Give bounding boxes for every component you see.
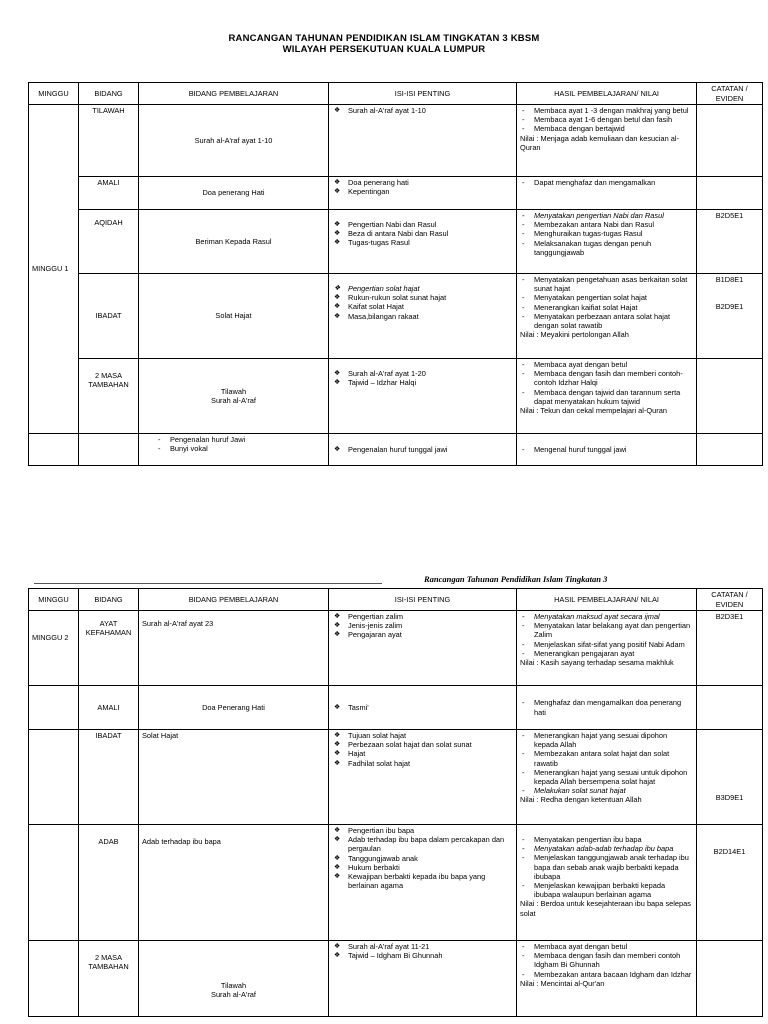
minggu-cell <box>29 686 79 730</box>
table-row <box>29 210 763 274</box>
document-title: RANCANGAN TAHUNAN PENDIDIKAN ISLAM TINGKATAN 3 KBSM <box>228 33 540 44</box>
list-item: - Membaca dengan bertajwid <box>520 124 693 133</box>
table-row <box>29 825 763 941</box>
header-bidang-pembelajaran: BIDANG PEMBELAJARAN <box>139 83 329 105</box>
list-item: - Menyatakan maksud ayat secara ijmal <box>520 612 693 621</box>
isi-cell <box>329 825 517 941</box>
pembelajaran-cell: Doa Penerang Hati <box>139 686 329 730</box>
catatan-cell <box>697 177 763 210</box>
list-item: ❖ Kewajipan berbakti kepada ibu bapa yang berlainan agama <box>332 872 513 890</box>
list-item: ❖ Pengertian solat hajat <box>332 284 513 293</box>
hasil-cell <box>517 274 697 359</box>
isi-cell <box>329 105 517 177</box>
list-item: - Menyatakan pengertian Nabi dan Rasul <box>520 211 693 220</box>
list-item: ❖ Pengertian Nabi dan Rasul <box>332 220 513 229</box>
table-row <box>29 686 763 730</box>
list-item: - Membaca ayat dengan betul <box>520 360 693 369</box>
catatan-cell <box>697 825 763 941</box>
table-row <box>29 105 763 177</box>
document-subtitle: WILAYAH PERSEKUTUAN KUALA LUMPUR <box>282 44 486 55</box>
pembelajaran-cell <box>139 434 329 466</box>
bidang-cell: AMALI <box>79 177 139 210</box>
isi-cell <box>329 730 517 825</box>
list-item: ❖ Surah al-A'raf ayat 1-10 <box>332 106 513 115</box>
list-item: ❖ Tugas-tugas Rasul <box>332 238 513 247</box>
page2-header <box>34 572 739 586</box>
page2-title: Rancangan Tahunan Pendidikan Islam Tingkatan 3 <box>424 574 608 584</box>
hasil-cell <box>517 434 697 466</box>
header-bidang: BIDANG <box>79 589 139 611</box>
hasil-cell <box>517 941 697 1017</box>
list-item: - Menghuraikan tugas-tugas Rasul <box>520 229 693 238</box>
list-item: - Menjelaskan sifat-sifat yang positif Nabi Adam <box>520 640 693 649</box>
list-item: ❖ Pengajaran ayat <box>332 630 513 639</box>
header-row <box>29 83 763 105</box>
nilai-text: Nilai : Meyakini pertolongan Allah <box>520 330 629 340</box>
bidang-cell: AYAT KEFAHAMAN <box>79 611 139 686</box>
bidang-cell: ADAB <box>79 825 139 941</box>
table-row <box>29 611 763 686</box>
bidang-cell <box>79 434 139 466</box>
pembelajaran-cell: Doa penerang Hati <box>139 177 329 210</box>
eviden-code: B2D9E1 <box>715 302 744 312</box>
list-item: - Mengenal huruf tunggal jawi <box>520 445 693 454</box>
list-item: - Membaca dengan tajwid dan tarannum serta dapat menyatakan hukum tajwid <box>520 388 693 406</box>
list-item: - Menerangkan hajat yang sesuai untuk dipohon kepada Allah bersempena solat hajat <box>520 768 693 786</box>
list-item: - Membezakan antara Nabi dan Rasul <box>520 220 693 229</box>
header-catatan: CATATAN / EVIDEN <box>697 83 763 105</box>
list-item: ❖ Hajat <box>332 749 513 758</box>
header-minggu: MINGGU <box>29 589 79 611</box>
week2-table <box>28 588 763 1017</box>
header-rule <box>34 583 382 584</box>
list-item: ❖ Kaifat solat Hajat <box>332 302 513 311</box>
list-item: ❖ Rukun-rukun solat sunat hajat <box>332 293 513 302</box>
list-item: - Pengenalan huruf Jawi <box>156 435 325 444</box>
isi-cell <box>329 941 517 1017</box>
minggu-cell <box>29 434 79 466</box>
minggu-cell <box>29 730 79 825</box>
list-item: - Membaca ayat 1 -3 dengan makhraj yang betul <box>520 106 693 115</box>
list-item: ❖ Pengertian zalim <box>332 612 513 621</box>
hasil-cell <box>517 210 697 274</box>
hasil-cell <box>517 611 697 686</box>
isi-cell <box>329 686 517 730</box>
catatan-cell <box>697 105 763 177</box>
list-item: - Menerangkan kaifiat solat Hajat <box>520 303 693 312</box>
pembelajaran-cell: Adab terhadap ibu bapa <box>139 825 329 941</box>
list-item: ❖ Jenis-jenis zalim <box>332 621 513 630</box>
list-item: ❖ Adab terhadap ibu bapa dalam percakapan dan pergaulan <box>332 835 513 853</box>
header-bidang-pembelajaran: BIDANG PEMBELAJARAN <box>139 589 329 611</box>
list-item: ❖ Tajwid – Idgham Bi Ghunnah <box>332 951 513 960</box>
list-item: - Bunyi vokal <box>156 444 325 453</box>
list-item: - Melaksanakan tugas dengan penuh tanggungjawab <box>520 239 693 257</box>
hasil-cell <box>517 359 697 434</box>
eviden-code: B2D5E1 <box>715 211 744 220</box>
list-item: ❖ Tujuan solat hajat <box>332 731 513 740</box>
list-item: - Menerangkan pengajaran ayat <box>520 649 693 658</box>
header-hasil: HASIL PEMBELAJARAN/ NILAI <box>517 589 697 611</box>
header-bidang: BIDANG <box>79 83 139 105</box>
list-item: ❖ Fadhilat solat hajat <box>332 759 513 768</box>
eviden-code: B2D14E1 <box>713 847 746 856</box>
list-item: ❖ Kepentingan <box>332 187 513 196</box>
list-item: - Melakukan solat sunat hajat <box>520 786 693 795</box>
isi-cell <box>329 611 517 686</box>
list-item: ❖ Pengenalan huruf tunggal jawi <box>332 445 513 454</box>
list-item: ❖ Perbezaan solat hajat dan solat sunat <box>332 740 513 749</box>
list-item: - Dapat menghafaz dan mengamalkan <box>520 178 693 187</box>
list-item: - Membaca dengan fasih dan memberi contoh-contoh Idzhar Halqi <box>520 369 693 387</box>
catatan-cell <box>697 210 763 274</box>
bidang-cell: IBADAT <box>79 274 139 359</box>
header-isi: ISI-ISI PENTING <box>329 83 517 105</box>
list-item: - Membaca dengan fasih dan memberi contoh Idgham Bi Ghunnah <box>520 951 693 969</box>
list-item: - Menyatakan perbezaan antara solat hajat dengan solat rawatib <box>520 312 693 330</box>
list-item: - Membezakan antara solat hajat dan solat rawatib <box>520 749 693 767</box>
isi-cell <box>329 177 517 210</box>
eviden-code: B3D9E1 <box>715 792 744 802</box>
minggu-cell: MINGGU 1 <box>29 105 79 434</box>
list-item: ❖ Doa penerang hati <box>332 178 513 187</box>
list-item: - Membaca ayat dengan betul <box>520 942 693 951</box>
minggu-cell <box>29 825 79 941</box>
nilai-text: Nilai : Mencintai al-Qur'an <box>520 978 605 988</box>
bidang-cell: 2 MASA TAMBAHAN <box>79 359 139 434</box>
nilai-text: Nilai : Berdoa untuk kesejahteraan ibu bapa selepas solat <box>520 899 691 918</box>
header-isi: ISI-ISI PENTING <box>329 589 517 611</box>
list-item: - Menyatakan latar belakang ayat dan pengertian Zalim <box>520 621 693 639</box>
catatan-cell <box>697 359 763 434</box>
hasil-cell <box>517 177 697 210</box>
list-item: ❖ Beza di antara Nabi dan Rasul <box>332 229 513 238</box>
bidang-cell: AQIDAH <box>79 210 139 274</box>
pembelajaran-cell: Solat Hajat <box>139 730 329 825</box>
pembelajaran-cell: Beriman Kepada Rasul <box>139 210 329 274</box>
catatan-cell <box>697 730 763 825</box>
list-item: ❖ Tanggungjawab anak <box>332 854 513 863</box>
catatan-cell <box>697 434 763 466</box>
list-item: - Menjelaskan kewajipan berbakti kepada ibubapa walaupun berlainan agama <box>520 881 693 899</box>
pembelajaran-cell: Solat Hajat <box>139 274 329 359</box>
list-item: ❖ Masa,bilangan rakaat <box>332 312 513 321</box>
table-row <box>29 434 763 466</box>
table-row <box>29 177 763 210</box>
list-item: - Menjelaskan tanggungjawab anak terhadap ibu bapa dan sebab anak wajib berbakti kepada ibubapa <box>520 853 693 881</box>
isi-cell <box>329 274 517 359</box>
pembelajaran-cell: Tilawah Surah al-A'raf <box>139 941 329 1017</box>
header-catatan: CATATAN / EVIDEN <box>697 589 763 611</box>
header-row <box>29 589 763 611</box>
list-item: - Menyatakan pengertian ibu bapa <box>520 835 693 844</box>
list-item: - Menyatakan adab-adab terhadap ibu bapa <box>520 844 693 853</box>
catatan-cell <box>697 941 763 1017</box>
list-item: ❖ Pengertian ibu bapa <box>332 826 513 835</box>
nilai-text: Nilai : Redha dengan ketentuan Allah <box>520 795 642 805</box>
week1-table <box>28 82 763 466</box>
table-row <box>29 359 763 434</box>
list-item: ❖ Hukum berbakti <box>332 863 513 872</box>
hasil-cell <box>517 686 697 730</box>
bidang-cell: IBADAT <box>79 730 139 825</box>
list-item: ❖ Surah al-A'raf ayat 1-20 <box>332 369 513 378</box>
hasil-cell <box>517 105 697 177</box>
list-item: ❖ Tasmi' <box>332 703 513 712</box>
isi-cell <box>329 210 517 274</box>
hasil-cell <box>517 730 697 825</box>
minggu-cell: MINGGU 2 <box>29 611 79 686</box>
header-minggu: MINGGU <box>29 83 79 105</box>
list-item: - Menyatakan pengertian solat hajat <box>520 293 693 302</box>
table-row <box>29 274 763 359</box>
list-item: - Membezakan antara bacaan Idgham dan Idzhar <box>520 970 693 979</box>
table-row <box>29 730 763 825</box>
eviden-code: B1D8E1 <box>715 275 744 284</box>
isi-cell <box>329 434 517 466</box>
pembelajaran-cell: Tilawah Surah al-A'raf <box>139 359 329 434</box>
list-item: - Menyatakan pengetahuan asas berkaitan solat sunat hajat <box>520 275 693 293</box>
hasil-cell <box>517 825 697 941</box>
list-item: - Membaca ayat 1-6 dengan betul dan fasih <box>520 115 693 124</box>
header-hasil: HASIL PEMBELAJARAN/ NILAI <box>517 83 697 105</box>
list-item: - Menghafaz dan mengamalkan doa penerang hati <box>520 698 693 716</box>
list-item: ❖ Surah al-A'raf ayat 11-21 <box>332 942 513 951</box>
catatan-cell <box>697 274 763 359</box>
table-row <box>29 941 763 1017</box>
catatan-cell <box>697 686 763 730</box>
bidang-cell: 2 MASA TAMBAHAN <box>79 941 139 1017</box>
list-item: ❖ Tajwid – Idzhar Halqi <box>332 378 513 387</box>
pembelajaran-cell: Surah al-A'raf ayat 23 <box>139 611 329 686</box>
nilai-text: Nilai : Menjaga adab kemuliaan dan kesucian al-Quran <box>520 133 679 152</box>
eviden-code: B2D3E1 <box>715 612 744 621</box>
nilai-text: Nilai : Tekun dan cekal mempelajari al-Quran <box>520 406 667 416</box>
nilai-text: Nilai : Kasih sayang terhadap sesama makhluk <box>520 658 674 668</box>
isi-cell <box>329 359 517 434</box>
list-item: - Menerangkan hajat yang sesuai dipohon kepada Allah <box>520 731 693 749</box>
catatan-cell <box>697 611 763 686</box>
minggu-cell <box>29 941 79 1017</box>
pembelajaran-cell: Surah al-A'raf ayat 1-10 <box>139 105 329 177</box>
bidang-cell: AMALI <box>79 686 139 730</box>
bidang-cell: TILAWAH <box>79 105 139 177</box>
